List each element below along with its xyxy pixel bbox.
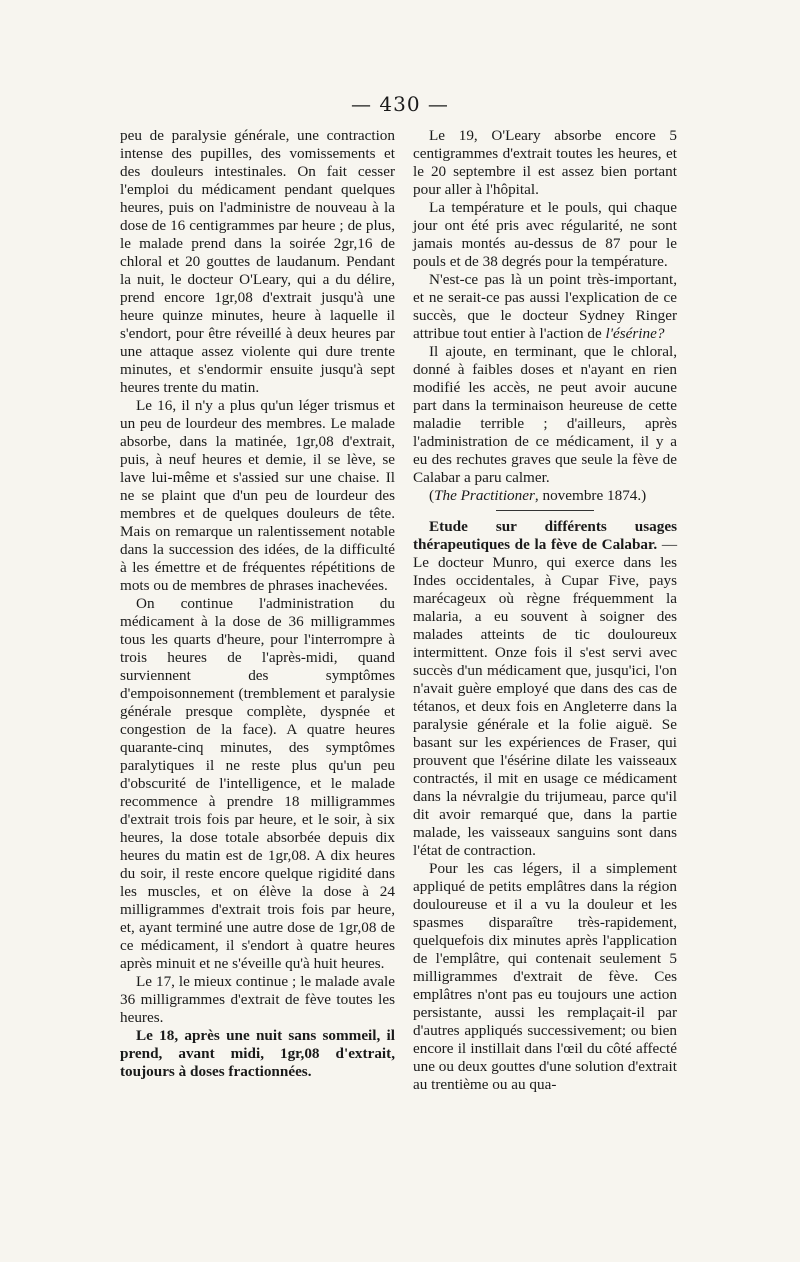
paragraph [413, 271, 677, 343]
citation [413, 487, 677, 505]
paragraph: Le 19, O'Leary absorbe encore 5 centigrammes d'extrait toutes les heures, et le 20 septembre il est assez bien portant pour aller à l'hôpital. [413, 127, 677, 198]
paragraph: Le 17, le mieux continue ; le malade avale 36 milligrammes d'extrait de fève toutes les heures. [120, 973, 395, 1026]
citation-source: The Practitioner [434, 487, 535, 504]
section-heading: Etude sur différents usages thérapeutiques de la fève de Calabar. [413, 518, 677, 553]
citation-rest: , novembre 1874.) [534, 487, 647, 504]
right-column [413, 127, 677, 1094]
paragraph: Il ajoute, en terminant, que le chloral, donné à faibles doses et n'ayant en rien modifié les accès, ne peut avoir aucune part dans la terminaison heureuse de cette maladie terrible ; d'ailleurs, après l'administration de ce médicament, il y a eu des rechutes graves que seule la fève de Calabar a paru calmer. [413, 343, 677, 486]
paragraph: Le 16, il n'y a plus qu'un léger trismus et un peu de lourdeur des membres. Le malade absorbe, dans la matinée, 1gr,08 d'extrait, puis, à neuf heures et demie, il se lève, se lave lui-même et s'assied sur une chaise. Il ne se plaint que d'un peu de lourdeur des membres et de quelques douleurs de tête. Mais on remarque un ralentissement notable dans la succession des idées, de la difficulté à les émettre et de fréquentes répétitions de mots ou de membres de phrases inachevées. [120, 397, 395, 594]
section-body: — Le docteur Munro, qui exerce dans les Indes occidentales, à Cupar Five, pays marécageux où règne fréquemment la malaria, a eu souvent à soigner des malades atteints de tic douloureux intermittent. Onze fois il s'est servi avec succès d'un médicament que, jusqu'ici, l'on n'avait guère employé que dans des cas de tétanos, et deux fois en Angleterre dans la paralysie générale et la folie aiguë. Se basant sur les expériences de Fraser, qui prouvent que l'ésérine dilate les vaisseaux contractés, il mit en usage ce médicament dans la névralgie du trijumeau, parce qu'il dit avoir remarqué que, dans la partie malade, les vaisseaux sanguins sont dans l'état de contraction. [413, 536, 678, 859]
paragraph: La température et le pouls, qui chaque jour ont été pris avec régularité, ne sont jamais montés au-dessus de 87 pour le pouls et de 38 degrés pour la température. [413, 199, 677, 270]
separator-rule [496, 510, 594, 511]
paragraph: Pour les cas légers, il a simplement appliqué de petits emplâtres dans la région douloureuse et il a vu la douleur et les spasmes disparaître très-rapidement, quelquefois dix minutes après l'application de l'emplâtre, qui contenait seulement 5 milligrammes d'extrait de fève. Ces emplâtres n'ont pas eu toujours une action persistante, aussi les remplaçait-il par d'autres appliqués successivement; ou bien encore il instillait dans l'œil du côté affecté une ou deux gouttes d'une solution d'extrait au trentième ou au qua- [413, 860, 677, 1093]
left-column [120, 127, 395, 1081]
paragraph: On continue l'administration du médicament à la dose de 36 milligrammes tous les quarts d'heure, pour l'interrompre à trois heures de l'après-midi, quand surviennent des symptômes d'empoisonnement (tremblement et paralysie générale presque complète, dyspnée et congestion de la face). A quatre heures quarante-cinq minutes, des symptômes paralytiques il ne reste plus qu'un peu d'obscurité de l'intelligence, et le malade recommence à prendre 18 milligrammes d'extrait trois fois par heure, et le soir, à six heures, la dose totale absorbée depuis dix heures du matin est de 1gr,08. A dix heures du soir, il reste encore quelque rigidité dans les muscles, et on élève la dose à 24 milligrammes d'extrait trois fois par heure, et, ayant terminé une autre dose de 1gr,08 de ce médicament, il s'endort à quatre heures après minuit et ne s'éveille qu'à huit heures. [120, 595, 395, 972]
paragraph: Le 18, après une nuit sans sommeil, il prend, avant midi, 1gr,08 d'extrait, toujours à doses fractionnées. [120, 1027, 395, 1080]
section-paragraph [413, 518, 677, 860]
paragraph-text: N'est-ce pas là un point très-important, et ne serait-ce pas aussi l'explication de ce succès, que le docteur Sydney Ringer attribue tout entier à l'action de [413, 271, 677, 342]
citation-open: ( [429, 487, 435, 504]
paragraph: peu de paralysie générale, une contraction intense des pupilles, des vomissements et des douleurs intestinales. On fait cesser l'emploi du médicament pendant quelques heures, puis on l'administre de nouveau à la dose de 16 centigrammes par heure ; de plus, le malade prend dans la soirée 2gr,16 de chloral et 20 gouttes de laudanum. Pendant la nuit, le docteur O'Leary, qui a du délire, prend encore 1gr,08 d'extrait jusqu'à une heure quinze minutes, heure à laquelle il s'endort, pour être réveillé à deux heures par une attaque assez violente qui dure trente minutes, et s'endormir ensuite jusqu'à sept heures trente du matin. [120, 127, 395, 396]
page-number: — 430 — [351, 92, 449, 116]
emphasis: l'ésérine? [605, 325, 665, 342]
